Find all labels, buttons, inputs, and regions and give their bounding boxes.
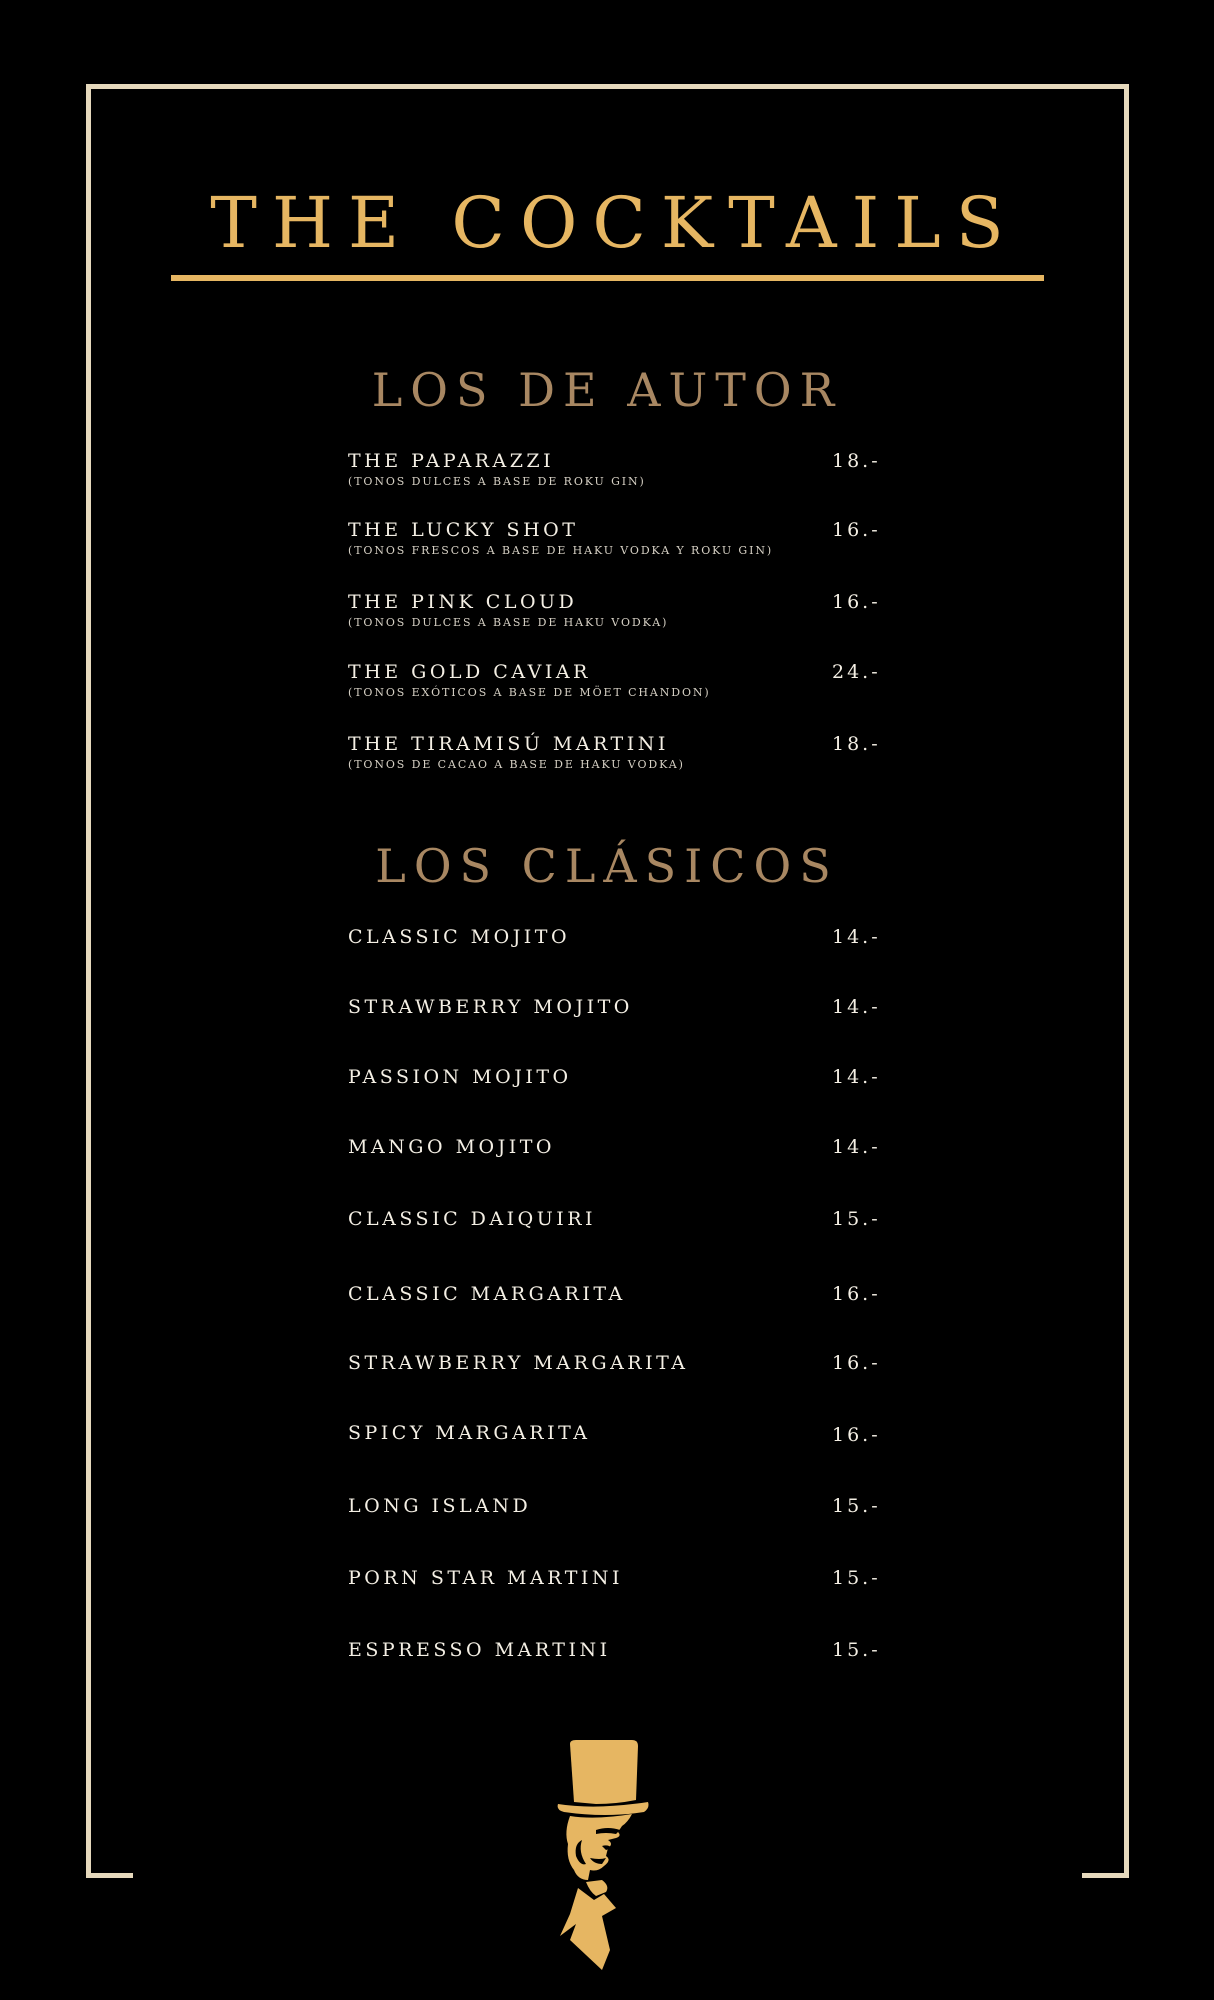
item-price: 14.- xyxy=(832,926,881,948)
menu-item xyxy=(348,1207,908,1263)
item-description: (TONOS FRESCOS A BASE DE HAKU VODKA Y ROKU GIN) xyxy=(348,544,774,557)
section-title-clasicos: LOS CLÁSICOS xyxy=(375,839,839,893)
item-price: 18.- xyxy=(832,450,881,472)
frame-left-border xyxy=(86,84,91,1878)
item-price: 15.- xyxy=(832,1495,881,1517)
menu-item xyxy=(348,732,908,788)
menu-item xyxy=(348,1494,908,1550)
item-description: (TONOS DE CACAO A BASE DE HAKU VODKA) xyxy=(348,758,685,771)
menu-item xyxy=(348,995,908,1051)
item-price: 15.- xyxy=(832,1639,881,1661)
menu-title: THE COCKTAILS xyxy=(210,182,1019,264)
menu-item xyxy=(348,518,908,574)
item-price: 14.- xyxy=(832,996,881,1018)
menu-item xyxy=(348,1065,908,1121)
item-name: THE PAPARAZZI xyxy=(348,450,555,472)
frame-right-border xyxy=(1124,84,1129,1878)
item-name: CLASSIC DAIQUIRI xyxy=(348,1208,597,1230)
top-hat-gentleman-icon xyxy=(556,1740,656,1970)
item-price: 14.- xyxy=(832,1136,881,1158)
item-price: 14.- xyxy=(832,1066,881,1088)
section-title-autor: LOS DE AUTOR xyxy=(371,363,843,417)
item-price: 24.- xyxy=(832,661,881,683)
item-name: LONG ISLAND xyxy=(348,1495,532,1517)
menu-item xyxy=(348,1421,908,1477)
item-name: THE LUCKY SHOT xyxy=(348,519,579,541)
item-name: PASSION MOJITO xyxy=(348,1066,572,1088)
menu-item xyxy=(348,1638,908,1694)
item-price: 16.- xyxy=(832,1424,881,1446)
frame-top-border xyxy=(86,84,1129,89)
menu-item xyxy=(348,1282,908,1338)
item-price: 15.- xyxy=(832,1567,881,1589)
item-name: STRAWBERRY MARGARITA xyxy=(348,1352,689,1374)
item-name: CLASSIC MOJITO xyxy=(348,926,571,948)
menu-item xyxy=(348,1351,908,1407)
item-price: 16.- xyxy=(832,1283,881,1305)
item-name: ESPRESSO MARTINI xyxy=(348,1639,611,1661)
menu-item xyxy=(348,925,908,981)
item-price: 16.- xyxy=(832,591,881,613)
item-description: (TONOS DULCES A BASE DE ROKU GIN) xyxy=(348,475,646,488)
menu-item xyxy=(348,590,908,646)
item-description: (TONOS EXÓTICOS A BASE DE MÖET CHANDON) xyxy=(348,686,711,699)
item-name: THE GOLD CAVIAR xyxy=(348,661,591,683)
item-description: (TONOS DULCES A BASE DE HAKU VODKA) xyxy=(348,616,669,629)
item-name: CLASSIC MARGARITA xyxy=(348,1283,626,1305)
frame-bottom-right-border xyxy=(1082,1873,1129,1878)
menu-item xyxy=(348,1135,908,1191)
item-name: THE PINK CLOUD xyxy=(348,591,578,613)
frame-bottom-left-border xyxy=(86,1873,133,1878)
item-price: 16.- xyxy=(832,519,881,541)
menu-item xyxy=(348,660,908,716)
menu-item xyxy=(348,1566,908,1622)
title-underline xyxy=(171,275,1044,281)
item-name: STRAWBERRY MOJITO xyxy=(348,996,633,1018)
item-price: 18.- xyxy=(832,733,881,755)
item-name: THE TIRAMISÚ MARTINI xyxy=(348,733,669,755)
item-name: MANGO MOJITO xyxy=(348,1136,555,1158)
menu-item xyxy=(348,449,908,505)
item-price: 15.- xyxy=(832,1208,881,1230)
item-name: SPICY MARGARITA xyxy=(348,1422,591,1444)
item-name: PORN STAR MARTINI xyxy=(348,1567,624,1589)
item-price: 16.- xyxy=(832,1352,881,1374)
